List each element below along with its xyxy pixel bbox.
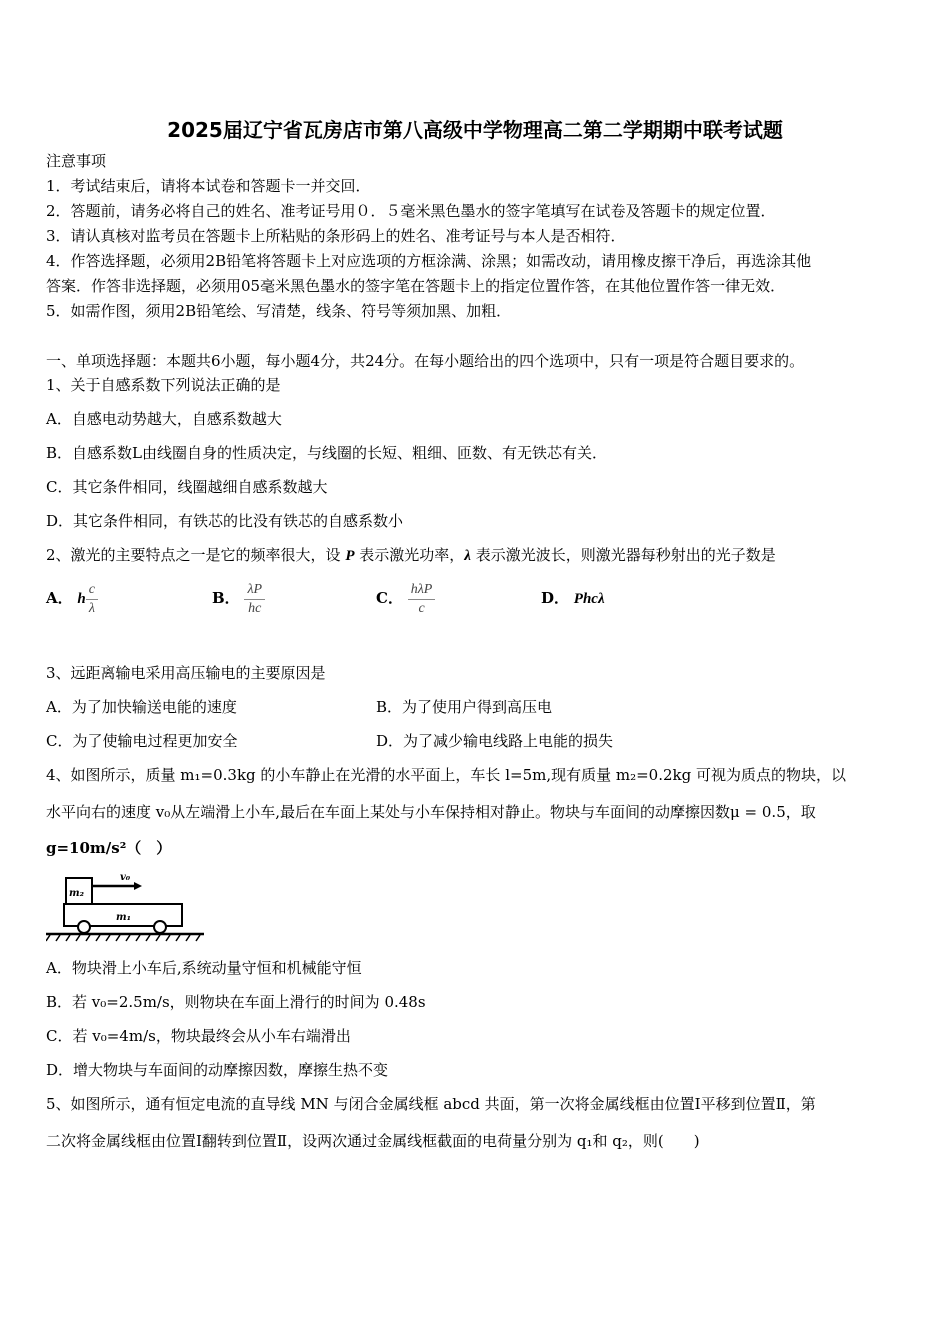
section-heading: 一、单项选择题：本题共6小题，每小题4分，共24分。在每小题给出的四个选项中，只有一项是符合题目要求的。: [46, 352, 805, 370]
q2-stem: [46, 546, 776, 565]
fraction: [86, 581, 98, 618]
q1-option-c: C．其它条件相同，线圈越细自感系数越大: [46, 478, 328, 496]
cart-block-figure: [46, 868, 206, 942]
q1-option-a: A．自感电动势越大，自感系数越大: [46, 410, 282, 428]
notice-item: 3．请认真核对监考员在答题卡上所粘贴的条形码上的姓名、准考证号与本人是否相符．: [46, 227, 626, 245]
q2-stem-a: 2、激光的主要特点之一是它的频率很大，设: [46, 546, 341, 564]
label-m2: m₂: [69, 888, 84, 899]
q4-option-c: C．若 v₀=4m/s，物块最终会从小车右端滑出: [46, 1027, 351, 1045]
q1-option-b: B．自感系数L由线圈自身的性质决定，与线圈的长短、粗细、匝数、有无铁芯有关．: [46, 444, 607, 462]
option-label: C．: [376, 589, 403, 607]
denominator: hc: [248, 600, 262, 616]
q4-stem-line: 4、如图所示，质量 m₁=0.3kg 的小车静止在光滑的水平面上，车长 l=5m,现有质量 m₂=0.2kg 可视为质点的物块，以: [46, 766, 846, 784]
symbol-lambda: λ: [464, 548, 471, 564]
notice-item: 4．作答选择题，必须用2B铅笔将答题卡上对应选项的方框涂满、涂黑；如需改动，请用橡皮擦干净后，再选涂其他: [46, 252, 812, 270]
denominator: λ: [88, 600, 95, 616]
q2-option-a: [46, 580, 98, 618]
q2-option-c: [376, 580, 435, 618]
q3-stem: 3、远距离输电采用高压输电的主要原因是: [46, 664, 326, 682]
formula: Phcλ: [573, 591, 605, 607]
label-v0: v₀: [120, 872, 131, 883]
q5-stem-line: 5、如图所示，通有恒定电流的直导线 MN 与闭合金属线框 abcd 共面，第一次将金属线框由位置Ⅰ平移到位置Ⅱ，第: [46, 1095, 816, 1113]
q3-option-a: A．为了加快输送电能的速度: [46, 698, 237, 716]
notice-heading: 注意事项: [46, 152, 107, 170]
denominator: c: [418, 600, 425, 616]
q4-option-b: B．若 v₀=2.5m/s，则物块在车面上滑行的时间为 0.48s: [46, 993, 426, 1011]
q2-stem-c: 表示激光波长，则激光器每秒射出的光子数是: [475, 546, 776, 564]
q2-option-d: [541, 580, 605, 617]
option-label: D．: [541, 589, 570, 607]
formula-h: h: [77, 591, 86, 607]
notice-item: 2．答题前，请务必将自己的姓名、准考证号用０．５毫米黑色墨水的签字笔填写在试卷及答题卡的规定位置．: [46, 202, 776, 220]
notice-item: 1．考试结束后，请将本试卷和答题卡一并交回．: [46, 177, 371, 195]
q2-stem-b: 表示激光功率，: [359, 546, 465, 564]
option-label: B．: [212, 589, 240, 607]
q4-stem-line: g=10m/s²（ ）: [46, 839, 172, 857]
q3-option-d: D．为了减少输电线路上电能的损失: [376, 732, 614, 750]
symbol-p: P: [345, 548, 355, 564]
q4-stem-line: 水平向右的速度 v₀从左端滑上小车,最后在车面上某处与小车保持相对静止。物块与车面间的动摩擦因数μ = 0.5，取: [46, 803, 816, 821]
q2-option-b: [212, 580, 265, 618]
fraction: [244, 581, 265, 618]
numerator: λP: [244, 581, 265, 600]
q4-option-d: D．增大物块与车面间的动摩擦因数，摩擦生热不变: [46, 1061, 389, 1079]
q3-option-c: C．为了使输电过程更加安全: [46, 732, 238, 750]
numerator: c: [86, 581, 98, 600]
q1-stem: 1、关于自感系数下列说法正确的是: [46, 376, 281, 394]
label-m1: m₁: [116, 912, 131, 923]
notice-item: 5．如需作图，须用2B铅笔绘、写清楚，线条、符号等须加黑、加粗．: [46, 302, 512, 320]
q5-stem-line: 二次将金属线框由位置Ⅰ翻转到位置Ⅱ，设两次通过金属线框截面的电荷量分别为 q₁和 q₂，则( ): [46, 1132, 700, 1150]
numerator: hλP: [408, 581, 436, 600]
notice-item: 答案．作答非选择题，必须用05毫米黑色墨水的签字笔在答题卡上的指定位置作答，在其他位置作答一律无效．: [46, 277, 786, 295]
q1-option-d: D．其它条件相同，有铁芯的比没有铁芯的自感系数小: [46, 512, 404, 530]
fraction: [408, 581, 436, 618]
page-title: 2025届辽宁省瓦房店市第八高级中学物理高二第二学期期中联考试题: [167, 118, 783, 142]
q4-option-a: A．物块滑上小车后,系统动量守恒和机械能守恒: [46, 959, 362, 977]
q3-option-b: B．为了使用户得到高压电: [376, 698, 553, 716]
option-label: A．: [46, 589, 73, 607]
